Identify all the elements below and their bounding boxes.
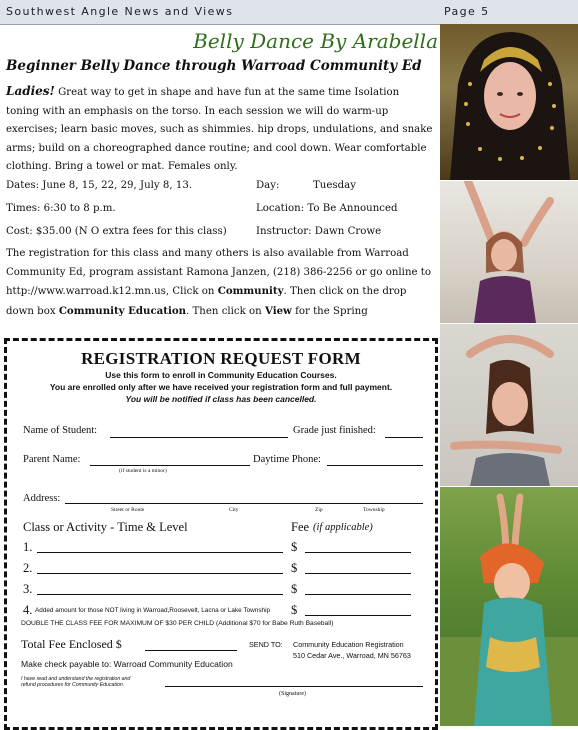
parent-note: (if student is a minor): [119, 468, 167, 474]
photo-veil-portrait: [440, 24, 578, 180]
non-resident-note: Added amount for those NOT living in Warroad,Roosevelt, Lacna or Lake Township: [35, 607, 271, 614]
article-title: Belly Dance By Arabella: [193, 29, 438, 53]
class-line-3-field[interactable]: [37, 594, 283, 595]
send-to-label: SEND TO:: [249, 640, 283, 649]
link-community-education: Community Education: [58, 304, 187, 317]
total-fee-label: Total Fee Enclosed $: [21, 637, 122, 651]
article-lead: Ladies!: [6, 84, 55, 98]
fee-1-field[interactable]: [305, 552, 411, 553]
form-instructions-1: Use this form to enroll in Community Education Courses.: [105, 370, 337, 380]
address-township-caption: Township: [363, 507, 385, 513]
agreement-line-2: refund procedures for Community Education.: [21, 682, 125, 688]
class-line-1-field[interactable]: [37, 552, 283, 553]
form-instructions-3: You will be notified if class has been cancelled.: [125, 394, 317, 404]
signature-field[interactable]: [165, 686, 423, 687]
fee-1-dollar: $: [291, 540, 298, 554]
article-subtitle: Beginner Belly Dance through Warroad Community Ed: [6, 58, 422, 74]
link-community: Community: [217, 285, 284, 297]
fee-applicable-note: (if applicable): [313, 522, 373, 533]
instructor-text: Instructor: Dawn Crowe: [256, 226, 382, 237]
class-line-4-label: 4.: [23, 603, 33, 617]
dates-text: Dates: June 8, 15, 22, 29, July 8, 13.: [6, 180, 193, 191]
student-name-label: Name of Student:: [23, 425, 98, 436]
agreement-line-1: I have read and understand the registration and: [21, 676, 131, 682]
fee-4-dollar: $: [291, 603, 298, 617]
check-payable-text: Make check payable to: Warroad Community Education: [21, 659, 233, 669]
class-line-2-field[interactable]: [37, 573, 283, 574]
location-text: Location: To Be Announced: [256, 203, 398, 214]
registration-form: [4, 338, 438, 730]
form-instructions-2: You are enrolled only after we have received your registration form and full payment.: [49, 382, 393, 392]
grade-field[interactable]: [385, 437, 423, 438]
fee-label: Fee: [291, 520, 310, 534]
page-header: [0, 0, 578, 25]
daytime-phone-label: Daytime Phone:: [253, 454, 321, 465]
fee-2-dollar: $: [291, 561, 298, 575]
double-fee-note: DOUBLE THE CLASS FEE FOR MAXIMUM OF $30 PER CHILD (Additional $70 for Babe Ruth Baseball): [21, 620, 334, 627]
class-line-2-label: 2.: [23, 561, 33, 575]
class-line-3-label: 3.: [23, 582, 33, 596]
fee-2-field[interactable]: [305, 573, 411, 574]
address-label: Address:: [23, 493, 61, 504]
address-field[interactable]: [65, 503, 423, 504]
article-body-text: Great way to get in shape and have fun at the same time Isolation toning with an emphasis on the torso. In each session we will do warm-up exercises; learn basic moves, such as shimmies. hip drops, undulations, and snake arms; build on a choreographed dance routine; and cool down. Wear comfortable clothing. Bring a towel or mat. Females only.: [6, 87, 433, 172]
student-name-field[interactable]: [110, 437, 288, 438]
fee-4-field[interactable]: [305, 615, 411, 616]
newsletter-name: Southwest Angle News and Views: [6, 5, 234, 18]
cost-text: Cost: $35.00 (N O extra fees for this class): [6, 226, 227, 237]
daytime-phone-field[interactable]: [327, 465, 423, 466]
article-body: [6, 82, 434, 177]
signature-caption: (Signature): [279, 691, 306, 697]
photo-arms-raised: [440, 181, 578, 323]
address-zip-caption: Zip: [315, 507, 323, 513]
fee-3-dollar: $: [291, 582, 298, 596]
parent-name-label: Parent Name:: [23, 454, 81, 465]
times-text: Times: 6:30 to 8 p.m.: [6, 203, 116, 214]
class-activity-label: Class or Activity - Time & Level: [23, 520, 188, 534]
class-line-1-label: 1.: [23, 540, 33, 554]
grade-label: Grade just finished:: [293, 425, 376, 436]
form-title: REGISTRATION REQUEST FORM: [81, 349, 361, 368]
parent-name-field[interactable]: [90, 465, 250, 466]
fee-3-field[interactable]: [305, 594, 411, 595]
day-label: Day:: [256, 180, 280, 191]
photo-hands-pose: [440, 324, 578, 486]
send-to-line-2: 510 Cedar Ave., Warroad, MN 56763: [293, 651, 411, 660]
registration-paragraph: The registration for this class and many others is also available from Warroad Community Ed, program assistant Ramona Janzen, (218) 386-2256 or go online to http://www.warroad.k12.mn.us, Click on Community. Then click on the drop down box Community Education. Then click on View for the Spring: [6, 248, 432, 317]
total-fee-field[interactable]: [145, 650, 237, 651]
link-view: View: [264, 304, 292, 317]
photo-dancer-outdoors: [440, 487, 578, 726]
address-street-caption: Street or Route: [111, 507, 145, 513]
send-to-line-1: Community Education Registration: [293, 640, 404, 649]
address-city-caption: City: [229, 507, 239, 513]
day-value: Tuesday: [313, 180, 356, 191]
page-number: Page 5: [444, 5, 490, 18]
